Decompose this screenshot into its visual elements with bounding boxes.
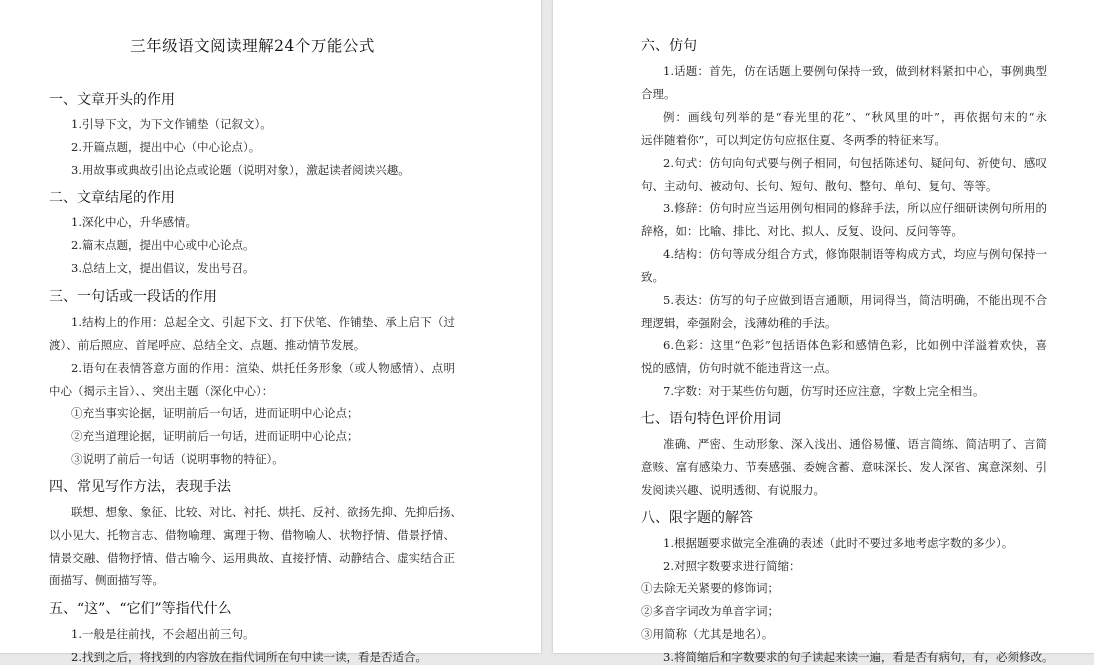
list-item: 1.深化中心，升华感情。 [71, 215, 197, 229]
section-heading-4: 四、常见写作方法，表现手法 [49, 479, 231, 495]
paragraph-line: 7.字数：对于某些仿句题，仿写时还应注意，字数上完全相当。 [663, 384, 985, 398]
section-heading-7: 七、语句特色评价用词 [641, 411, 781, 427]
paragraph-line: 例：画线句列举的是“春光里的花”、“秋风里的叶”，再依据句末的“永 [663, 110, 1047, 124]
section-heading-8: 八、限字题的解答 [641, 510, 753, 526]
list-item: ①充当事实论据，证明前后一句话，进而证明中心论点； [71, 406, 359, 420]
list-item: 2.篇末点题，提出中心或中心论点。 [71, 238, 255, 252]
paragraph-line: 准确、严密、生动形象、深入浅出、通俗易懂、语言简练、简洁明了、言简 [663, 437, 1047, 451]
paragraph-line: 面描写、侧面描写等。 [49, 573, 164, 587]
list-item: 2.开篇点题，提出中心（中心论点）。 [71, 140, 261, 154]
paragraph-line: 句、主动句、被动句、长句、短句、散句、整句、单句、复句、等等。 [641, 179, 998, 193]
list-item: ②多音字词改为单音字词； [641, 604, 779, 618]
paragraph-line: 悦的感情，仿句时就不能违背这一点。 [641, 361, 837, 375]
paragraph-line: 远伴随着你”，可以判定仿句应抠住夏、冬两季的特征来写。 [641, 133, 946, 147]
list-item: 3.总结上文，提出倡议，发出号召。 [71, 261, 255, 275]
list-item: ②充当道理论据，证明前后一句话，进而证明中心论点； [71, 429, 359, 443]
paragraph-line: 合理。 [641, 87, 676, 101]
document-page-right [553, 0, 1094, 664]
paragraph-line: 意赅、富有感染力、节奏感强、委婉含蓄、意味深长、发人深省、寓意深刻、引 [641, 460, 1047, 474]
list-item: 2.找到之后，将找到的内容放在指代词所在句中读一读，看是否适合。 [71, 650, 427, 664]
list-item: 1.根据题要求做完全准确的表述（此时不要过多地考虑字数的多少）。 [663, 536, 1014, 550]
section-heading-5: 五、“这”、“它们”等指代什么 [49, 601, 232, 617]
paragraph-line: 致。 [641, 270, 664, 284]
document-page-left [0, 0, 541, 664]
list-item: ③说明了前后一句话（说明事物的特征）。 [71, 452, 284, 466]
paragraph-line: 理逻辑，牵强附会，浅薄幼稚的手法。 [641, 316, 837, 330]
section-heading-6: 六、仿句 [641, 38, 697, 54]
paragraph-line: 1.话题：首先，仿在话题上要例句保持一致，做到材料紧扣中心，事例典型 [663, 64, 1047, 78]
paragraph-line: 6.色彩：这里“色彩”包括语体色彩和感情色彩，比如例中洋溢着欢快，喜 [663, 338, 1047, 352]
paragraph-line: 以小见大、托物言志、借物喻理、寓理于物、借物喻人、状物抒情、借景抒情、 [49, 528, 455, 542]
paragraph-line: 2.语句在表情答意方面的作用：渲染、烘托任务形象（或人物感情）、点明 [71, 361, 455, 375]
list-item: 1.引导下文，为下文作铺垫（记叙文）。 [71, 117, 272, 131]
paragraph-line: 发阅读兴趣、说明透彻、有说服力。 [641, 483, 825, 497]
section-heading-3: 三、一句话或一段话的作用 [49, 289, 217, 305]
paragraph-line: 中心（揭示主旨）、、突出主题（深化中心）： [49, 384, 274, 398]
list-item: 3.将简缩后和字数要求的句子读起来读一遍，看是否有病句，有，必须修改。 [663, 650, 1054, 664]
list-item: 1.一般是往前找，不会超出前三句。 [71, 627, 255, 641]
section-heading-1: 一、文章开头的作用 [49, 92, 175, 108]
paragraph-line: 4.结构：仿句等成分组合方式，修饰限制语等构成方式，均应与例句保持一 [663, 247, 1047, 261]
paragraph-line: 联想、想象、象征、比较、对比、衬托、烘托、反衬、欲扬先抑、先抑后扬、 [71, 505, 462, 519]
list-item: ①去除无关紧要的修饰词； [641, 581, 779, 595]
list-item: ③用简称（尤其是地名）。 [641, 627, 774, 641]
paragraph-line: 3.修辞：仿句时应当运用例句相同的修辞手法，所以应仔细研读例句所用的 [663, 201, 1047, 215]
document-title: 三年级语文阅读理解24个万能公式 [130, 37, 375, 55]
list-item: 3.用故事或典故引出论点或论题（说明对象），激起读者阅读兴趣。 [71, 163, 410, 177]
paragraph-line: 渡）、前后照应、首尾呼应、总结全文、点题、推动情节发展。 [49, 338, 366, 352]
paragraph-line: 2.句式：仿句向句式要与例子相同，句包括陈述句、疑问句、祈使句、感叹 [663, 156, 1047, 170]
paragraph-line: 辞格，如：比喻、排比、对比、拟人、反复、设问、反问等等。 [641, 224, 963, 238]
list-item: 2.对照字数要求进行简缩： [663, 559, 801, 573]
paragraph-line: 5.表达：仿写的句子应做到语言通顺，用词得当，简洁明确，不能出现不合 [663, 293, 1047, 307]
paragraph-line: 1.结构上的作用：总起全文、引起下文、打下伏笔、作铺垫、承上启下（过 [71, 315, 455, 329]
paragraph-line: 情景交融、借物抒情、借古喻今、运用典故、直接抒情、动静结合、虚实结合正 [49, 551, 455, 565]
section-heading-2: 二、文章结尾的作用 [49, 190, 175, 206]
